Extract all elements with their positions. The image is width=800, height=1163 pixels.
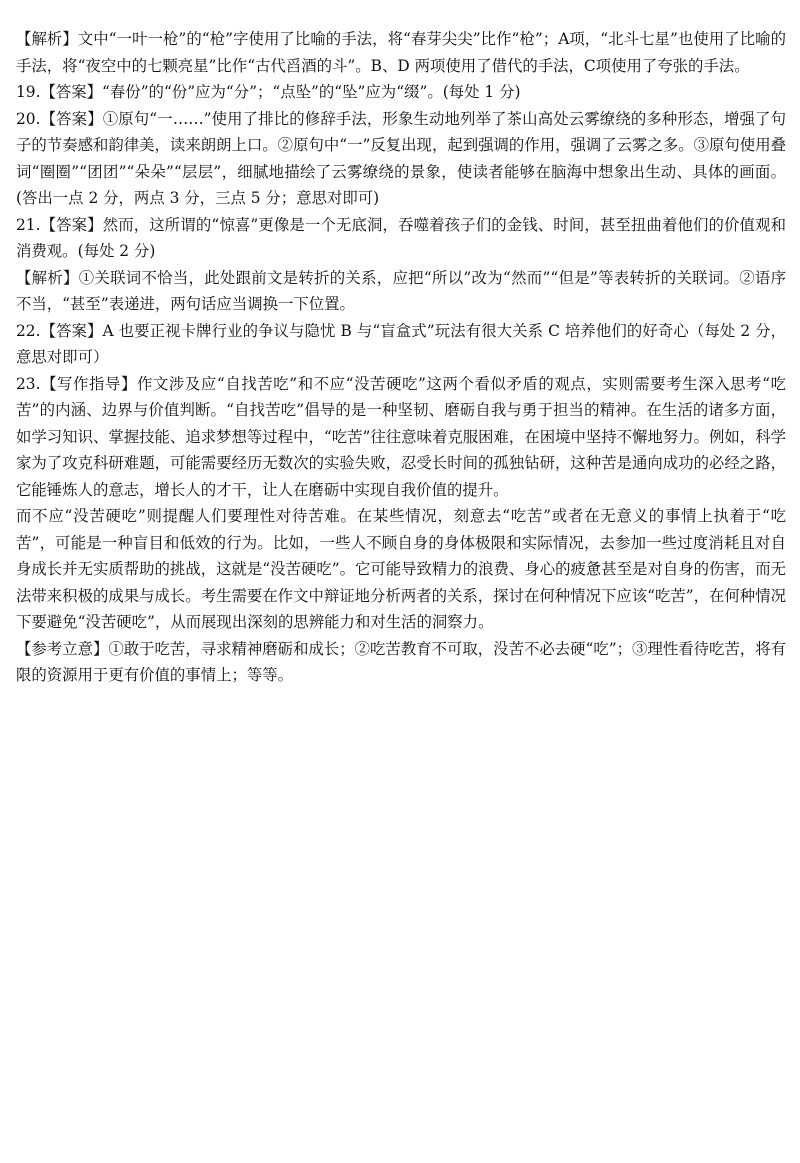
- analysis-21-paragraph: 【解析】①关联词不恰当，此处跟前文是转折的关系，应把“所以”改为“然而”“但是”等表转折的关联词。②语序不当，“甚至”表递进，两句话应当调换一下位置。: [16, 268, 786, 313]
- reference-theme-paragraph: 【参考立意】①敢于吃苦，寻求精神磨砺和成长；②吃苦教育不可取，没苦不必去硬“吃”；③理性看待吃苦，将有限的资源用于更有价值的事情上；等等。: [16, 639, 786, 684]
- answer-21-paragraph: 21.【答案】然而，这所谓的“惊喜”更像是一个无底洞，吞噬着孩子们的金钱、时间，甚至扭曲着他们的价值观和消费观。(每处 2 分): [16, 215, 786, 260]
- answer-20-paragraph: 20.【答案】①原句“一……”使用了排比的修辞手法，形象生动地列举了茶山高处云雾缭绕的多种形态，增强了句子的节奏感和韵律美，读来朗朗上口。②原句中“一”反复出现，起到强调的作用，强调了云雾之多。③原句使用叠词“圈圈”“团团”“朵朵”“层层”，细腻地描绘了云雾缭绕的景象，使读者能够在脑海中想象出生动、具体的画面。(答出一点 2 分，两点 3 分，三点 5 分；意思对即可): [16, 109, 786, 207]
- analysis-18-paragraph: 【解析】文中“一叶一枪”的“枪”字使用了比喻的手法，将“春芽尖尖”比作“枪”；A项，“北斗七星”也使用了比喻的手法，将“夜空中的七颗亮星”比作“古代舀酒的斗”。B、D 两项使用了借代的手法，C项使用了夸张的手法。: [16, 30, 786, 75]
- writing-guide-23-paragraph: 23.【写作指导】作文涉及应“自找苦吃”和不应“没苦硬吃”这两个看似矛盾的观点，实则需要考生深入思考“吃苦”的内涵、边界与价值判断。“自找苦吃”倡导的是一种坚韧、磨砺自我与勇于担当的精神。在生活的诸多方面，如学习知识、掌握技能、追求梦想等过程中，“吃苦”往往意味着克服困难，在困境中坚持不懈地努力。例如，科学家为了攻克科研难题，可能需要经历无数次的实验失败，忍受长时间的孤独钻研，这种苦是通向成功的必经之路，它能锤炼人的意志，增长人的才干，让人在磨砺中实现自我价值的提升。: [16, 374, 786, 499]
- document-page: [16, 26, 786, 689]
- writing-guide-23-continued-paragraph: 而不应“没苦硬吃”则提醒人们要理性对待苦难。在某些情况，刻意去“吃苦”或者在无意义的事情上执着于“吃苦”，可能是一种盲目和低效的行为。比如，一些人不顾自身的身体极限和实际情况，去参加一些过度消耗且对自身成长并无实质帮助的挑战，这就是“没苦硬吃”。它可能导致精力的浪费、身心的疲惫甚至是对自身的伤害，而无法带来积极的成果与成长。考生需要在作文中辩证地分析两者的关系，探讨在何种情况下应该“吃苦”，在何种情况下要避免“没苦硬吃”，从而展现出深刻的思辨能力和对生活的洞察力。: [16, 507, 786, 631]
- answer-19-paragraph: 19.【答案】“春份”的“份”应为“分”；“点坠”的“坠”应为“缀”。(每处 1 分): [16, 83, 521, 101]
- answer-22-paragraph: 22.【答案】A 也要正视卡牌行业的争议与隐忧 B 与“盲盒式”玩法有很大关系 C 培养他们的好奇心（每处 2 分，意思对即可）: [16, 321, 786, 366]
